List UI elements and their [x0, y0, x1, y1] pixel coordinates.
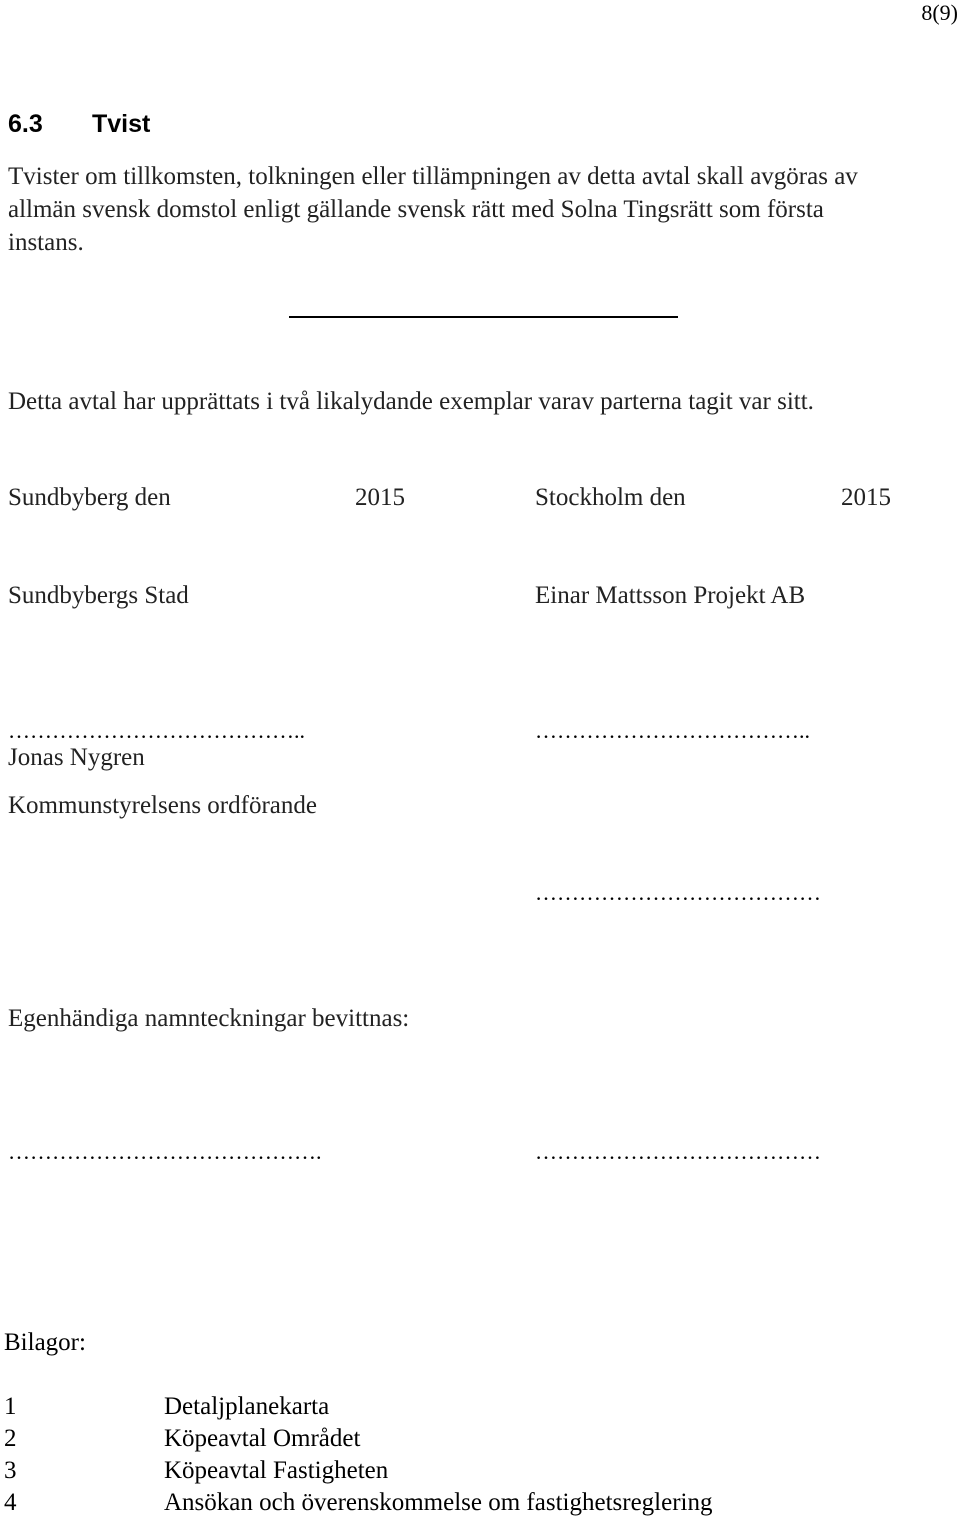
- left-party: Sundbybergs Stad: [8, 582, 189, 609]
- left-place: Sundbyberg den: [8, 484, 171, 511]
- section-number: 6.3: [8, 110, 43, 138]
- attachment-number: 2: [4, 1425, 17, 1452]
- divider-rule: [289, 316, 678, 318]
- section-title: Tvist: [92, 110, 151, 138]
- paragraph-line-3: instans.: [8, 229, 84, 256]
- attachment-text: Köpeavtal Området: [164, 1425, 361, 1452]
- page-number: 8(9): [921, 0, 958, 25]
- attachment-text: Ansökan och överenskommelse om fastighetsreglering: [164, 1489, 713, 1516]
- attachments-label: Bilagor:: [4, 1329, 86, 1356]
- left-year: 2015: [355, 484, 405, 511]
- right-signature-line: ………………………………..: [535, 718, 810, 743]
- paragraph-line-2: allmän svensk domstol enligt gällande svensk rätt med Solna Tingsrätt som första: [8, 196, 824, 223]
- right-place: Stockholm den: [535, 484, 686, 511]
- attachment-number: 3: [4, 1457, 17, 1484]
- attachment-number: 1: [4, 1393, 17, 1420]
- paragraph-line-1: Tvister om tillkomsten, tolkningen eller tillämpningen av detta avtal skall avgöras av: [8, 163, 858, 190]
- attachment-number: 4: [4, 1489, 17, 1516]
- left-signatory-name: Jonas Nygren: [8, 744, 145, 771]
- right-year: 2015: [841, 484, 891, 511]
- attachment-text: Detaljplanekarta: [164, 1393, 330, 1420]
- left-signature-line: …………………………………..: [8, 718, 305, 743]
- witness-right-line: …………………………………: [535, 1139, 821, 1164]
- attachment-text: Köpeavtal Fastigheten: [164, 1457, 389, 1484]
- right-party: Einar Mattsson Projekt AB: [535, 582, 806, 609]
- witness-label: Egenhändiga namnteckningar bevittnas:: [8, 1005, 410, 1032]
- right-second-signature-line: …………………………………: [535, 880, 821, 905]
- left-signatory-role: Kommunstyrelsens ordförande: [8, 792, 317, 819]
- copies-statement: Detta avtal har upprättats i två likalydande exemplar varav parterna tagit var sitt.: [8, 388, 814, 415]
- witness-left-line: …………………………………….: [8, 1139, 322, 1164]
